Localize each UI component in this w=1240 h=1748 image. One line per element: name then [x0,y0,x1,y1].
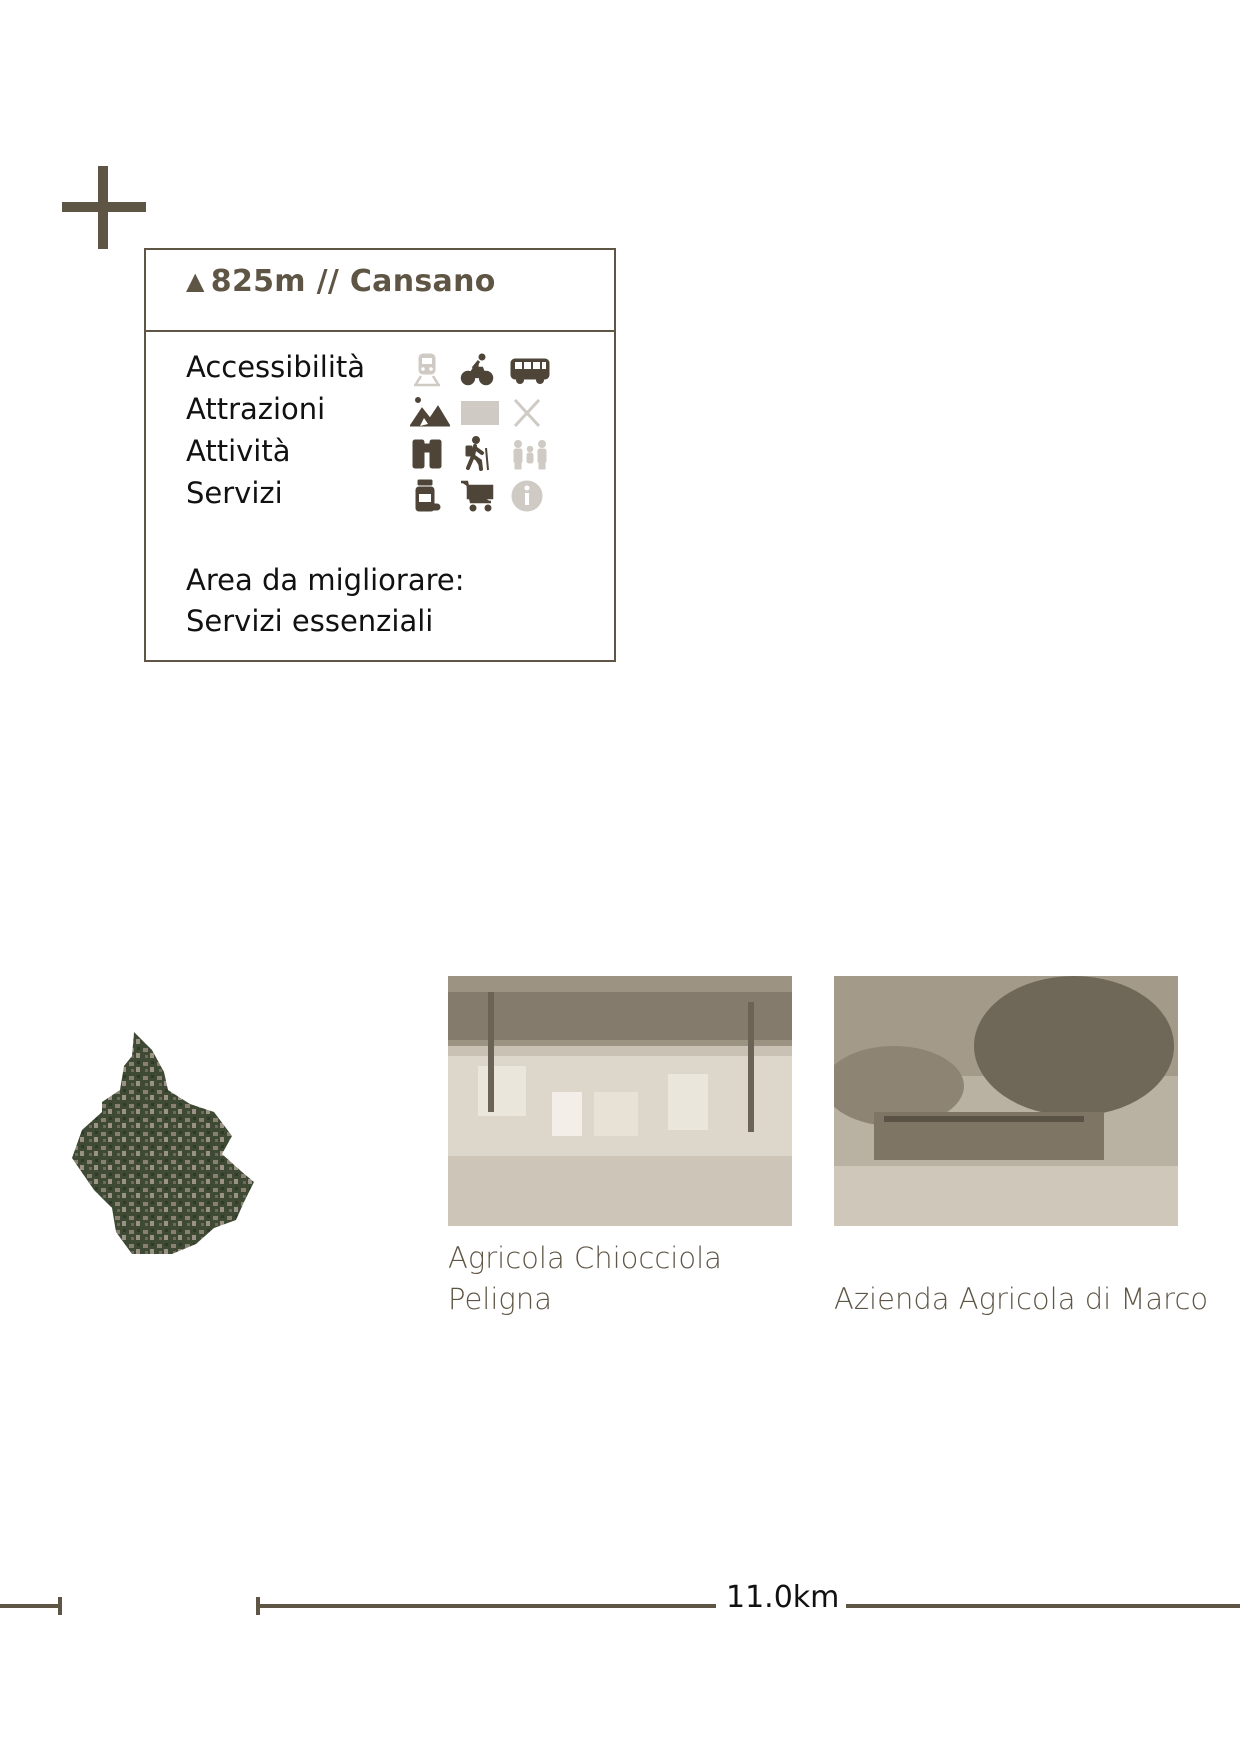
town-info-card [144,248,616,662]
row-label: Attrazioni [186,392,326,426]
bus-icon [510,352,550,388]
icon-group [410,436,570,476]
elevation-title: 825m // Cansano [210,264,496,299]
card-header [146,250,614,332]
pharmacy-icon [410,478,444,514]
elevation-triangle-icon: ▲ [186,267,205,295]
improve-detail: Servizi essenziali [186,604,434,638]
card-title [186,264,496,299]
photo-farmhouse [834,976,1178,1226]
family-icon [510,436,550,472]
row-label: Accessibilità [186,350,366,384]
scale-bar-tick-left [58,1597,62,1615]
hiking-icon [460,436,494,472]
plus-mark-vertical [98,166,108,249]
scale-bar-main-segment [256,1604,716,1608]
museum-icon [460,394,500,430]
row-label: Attività [186,434,291,468]
improvement-note [186,560,465,642]
info-icon [510,478,544,514]
binoculars-icon [410,436,444,472]
shopping-cart-icon [460,478,496,514]
scale-distance-label: 11.0km [726,1580,840,1615]
improve-heading: Area da migliorare: [186,563,465,597]
icon-group [410,352,570,392]
restaurant-icon [510,394,544,430]
scale-bar-left-segment [0,1604,60,1608]
bicycle-icon [460,352,494,388]
caption-agricola-chiocciola: Agricola Chiocciola Peligna [448,1241,722,1316]
caption-azienda-di-marco: Azienda Agricola di Marco [834,1282,1209,1316]
scale-bar-right-segment [846,1604,1240,1608]
town-map-image [72,1032,262,1262]
icon-group [410,394,570,434]
photo-beehives [448,976,792,1226]
train-icon [410,352,444,388]
mountain-icon [410,394,450,430]
icon-group [410,478,570,518]
row-label: Servizi [186,476,283,510]
